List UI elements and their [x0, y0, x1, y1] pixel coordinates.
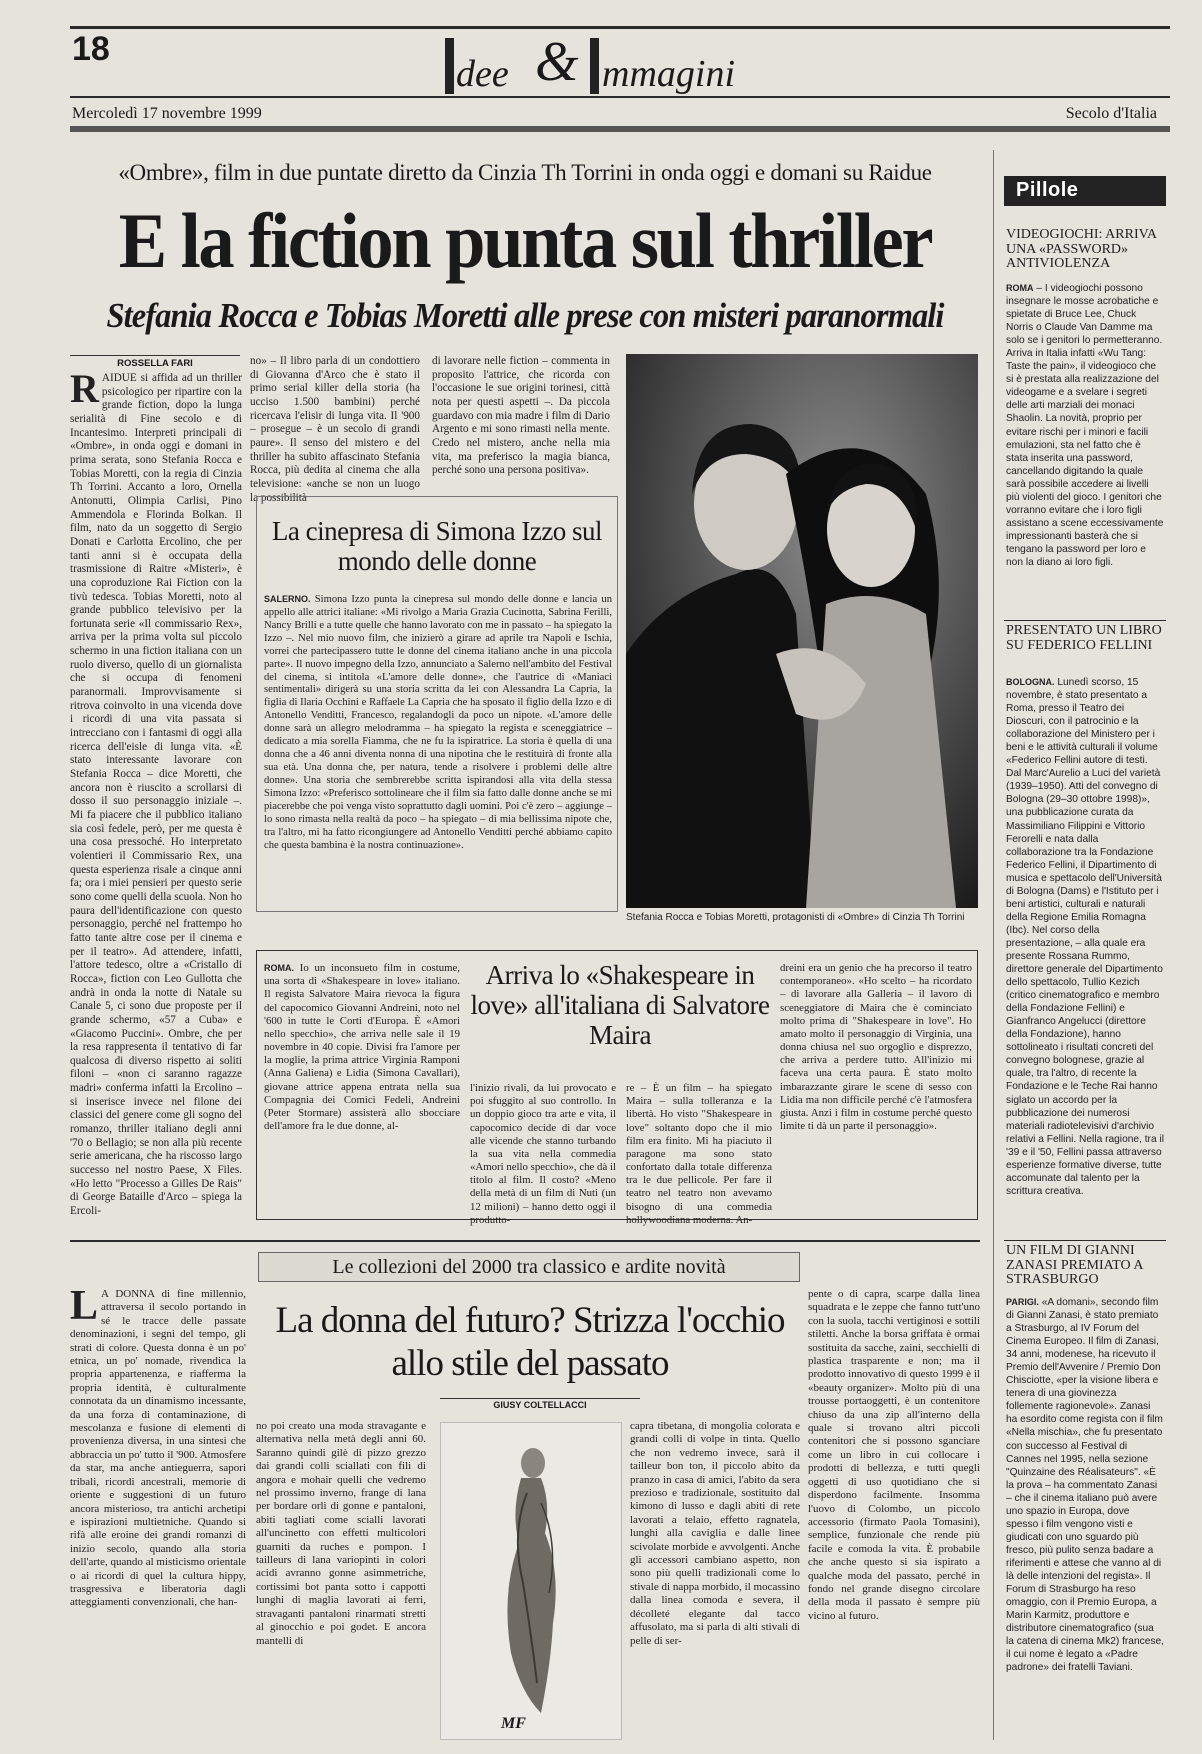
- fashion-headline: La donna del futuro? Strizza l'occhio allo stile del passato: [275, 1300, 785, 1384]
- section-logo-bar-left: [445, 38, 454, 94]
- lead-byline: ROSSELLA FARI: [70, 355, 240, 369]
- izzo-place: SALERNO.: [264, 594, 311, 604]
- fashion-column-1: [70, 1283, 246, 1738]
- couple-photo-illustration: [626, 354, 978, 908]
- sidebar-item-2-text: Lunedì scorso, 15 novembre, è stato presentato a Roma, presso il Teatro dei Dioscuri, con il patrocinio e la collaborazione del Ministero per i beni e le attività culturali il volume «Federico Fellini autore di testi. Dal Marc'Aurelio a Luci del varietà (1939–1950). Atti del convegno di Bologna (29–30 ottobre 1998)», una pubblicazione curata da Massimiliano Filippini e Vittorio Ferorelli e nata dalla collaborazione tra la Fondazione Federico Fellini, il Dipartimento di musica e spettacolo dell'Università di Bologna (Dams) e l'Istituto per i beni artistici, culturali e naturali della Regione Emilia Romagna (Ibc). Nel corso della presentazione, – alla quale era presente Rossana Rummo, direttore generale del Dipartimento dello spettacolo, Tullio Kezich (critico cinematografico e membro della Fondazione Fellini) e Gianfranco Angelucci (direttore della Fondazione), hanno sottolineato i risultati concreti del convegno bolognese, grazie al quale, tra l'altro, di recente la Fondazione e le Teche Rai hanno siglato un accordo per la pubblicazione dei numerosi materiali radiotelevisivi d'archivio relativi a Fellini. Nella ragione, tra il '39 e il '50, Fellini passa attraverso esperienze formative diverse, tutte accomunate dal talento per la scrittura creativa.: [1006, 677, 1164, 1197]
- sidebar-item-2-body: [1006, 676, 1164, 1236]
- sidebar-item-2-heading: PRESENTATO UN LIBRO SU FEDERICO FELLINI: [1006, 623, 1162, 653]
- fashion-column-3: [630, 1420, 800, 1738]
- sidebar-item-2-place: BOLOGNA.: [1006, 677, 1055, 687]
- masthead-rule: [70, 96, 1170, 98]
- fashion-column-1-text: A DONNA di fine millennio, attraversa il secolo portando in sé le tracce delle passate denominazioni, i segni del tempo, gli strati di colore. Questa donna è un po' etnica, un po' nomade, rivendica la propria appartenenza, e riafferma la propria identità, è culturalmente connotata da un dinamismo incessante, da una forza di contaminazione, di mescolanza e fusione di elementi di provenienza diversa, in una sintesi che abbraccia un po' tutto il '900. Atmosfere da star, ma anche antieguerra, sapori tribali, ricordi ancestrali, memorie di oriente e suggestioni di un futuro ancora misterioso, tra antichi archetipi e ispirazioni multietniche. Quando si rifà alle eroine dei grandi romanzi di inizio secolo, quando alla storia dell'arte, quando al misticismo orientale o ai ricordi di quel la cultura hippy, trasgressiva e liberatoria dagli atteggiamenti convenzionali, che han-: [70, 1288, 246, 1609]
- sidebar-title-bar: [1004, 176, 1166, 206]
- lead-column-2: [250, 355, 420, 504]
- shakespeare-column-4: [780, 962, 972, 1214]
- shakespeare-column-1-text: Io un inconsueto film in costume, una sorta di «Shakespeare in love» italiano. Il regista Salvatore Maira rievoca la figura del capocomico Giovanni Andreini, noto nel '600 in tutte le Corti d'Europa. È «Amori nello specchio», che arriva nelle sale il 19 novembre in 40 copie. Divisi fra l'amore per la moglie, la prima attrice Virginia Ramponi (Anna Galiena) e Lidia (Simona Cavallari), giovane attrice appena entrata nella sua Compagnia dei Comici Fedeli, Andreini (Peter Stormare) assisterà allo sbocciare dell'amore fra le due donne, al-: [264, 962, 461, 1133]
- shakespeare-column-3: [626, 1082, 772, 1226]
- shakespeare-column-2-text: l'inizio rivali, da lui provocato e poi sfuggito al suo controllo. In un doppio gioco tra arte e vita, il capocomico decide di dar voce alle vicende che stanno turbando la sua vita nella commedia «Amori nello specchio», che dà il titolo al film. Il costo? «Meno della metà di un film di Nuti (un 12 milioni) – hanno detto oggi il produtto-: [470, 1082, 616, 1226]
- sidebar-item-1-heading: VIDEOGIOCHI: ARRIVA UNA «PASSWORD» ANTIVIOLENZA: [1006, 227, 1157, 272]
- lead-headline: E la fiction punta sul thriller: [118, 197, 932, 284]
- lead-column-3-text: di lavorare nelle fiction – commenta in proposito l'attrice, che ricorda con l'occasione le sue origini torinesi, città nota per questi aspetti –. Da piccola guardavo con mia madre i film di Dario Argento e mi sono rimasti nella mente. Credo nel mistero, anche nella mia vita, ma preferisco la magia bianca, perché sono una persona positiva».: [432, 355, 611, 477]
- sidebar-item-3-body: [1006, 1296, 1164, 1742]
- sidebar-item-1-body: [1006, 282, 1164, 622]
- sidebar-divider: [993, 150, 994, 1740]
- sidebar-sep-1: [1004, 620, 1166, 621]
- shakespeare-column-2: [470, 1082, 616, 1226]
- fashion-kicker: Le collezioni del 2000 tra classico e ardite novità: [258, 1252, 800, 1282]
- sidebar-item-3-heading: UN FILM DI GIANNI ZANASI PREMIATO A STRASBURGO: [1006, 1243, 1143, 1288]
- sidebar-item-3-text: «A domani», secondo film di Gianni Zanasi, è stato premiato a Strasburgo, al IV Forum del Cinema Europeo. Il film di Zanasi, 34 anni, modenese, ha ricevuto il Premio dell'Avvenire / Premio Don Chisciotte, «per la visione libera e tenera di una giovinezza follemente ragionevole». Zanasi ha esordito come regista con il film «Nella mischia», che fu presentato con successo al Festival di Cannes nel 1995, nella sezione "Quinzaine des Réalisateurs". «È la prova – ha commentato Zanasi – che il cinema italiano può avere uno spazio in Europa, dove spesso i film vengono visti e giudicati con uno sguardo più fresco, più pulito senza badare a riferimenti e attese che vanno al di là delle intenzioni del regista». Il Forum di Strasburgo ha reso omaggio, con il Premio Europa, a Marin Karmitz, produttore e distributore cinematografico (sua la catena di cinema Mk2) francese, il cui nome è legato a «Padre padrone» dei fratelli Taviani.: [1006, 1297, 1164, 1674]
- izzo-headline: La cinepresa di Simona Izzo sul mondo delle donne: [271, 516, 603, 577]
- date-rule: [70, 126, 1170, 132]
- sidebar-item-3-place: PARIGI.: [1006, 1297, 1039, 1307]
- fashion-figure-illustration: [441, 1423, 621, 1723]
- fashion-byline: GIUSY COLTELLACCI: [440, 1398, 640, 1410]
- izzo-body: [264, 594, 612, 906]
- izzo-text: Simona Izzo punta la cinepresa sul mondo delle donne e lancia un appello alle attrici italiane: «Mi rivolgo a Maria Grazia Cucinotta, Sabrina Ferilli, Nancy Brilli e a tutte quelle che hanno lavorato con me in passato – ha spiegato la Izzo –. Nel mio nuovo film, che inizierò a girare ad aprile tra Napoli e Ischia, vorrei che partecipassero tutte le donne del cinema italiano anche in una piccola parte». Il nuovo impegno della Izzo, annunciato a Salerno nell'ambito del Festival del cinema, si intitola «L'amore delle donne», che l'autrice di «Maniaci sentimentali» dirigerà su una storia scritta da lei con Alessandra La Capria, la figlia di Ilaria Occhini e Raffaele La Capria che ha sposato il figlio della Izzo e di Antonello Venditti, Francesco, regalandogli da poco un nipote. «L'amore delle donne sarà un allegro melodramma – ha spiegato la regista e sceneggiatrice – dedicato a mia sorella Fiamma, che ne fu la ispiratrice. La storia è quella di una donna che a 46 anni diventa nonna di una nipotina che le restituirà di fronte alla sua età. Una donna che, per natura, tende a risolvere i problemi delle altre donne». Una storia che sembrerebbe scritta ispirandosi alla vita della stessa Simona Izzo: «Preferisco sottolineare che il film sia fatto dalle donne anche se mi piacerebbe che poi venga visto soprattutto dagli uomini. Poi c'è zero – aggiunge – lo sono rimasta nella realtà da poco – ha spiegato – di mia bellissima nipote che, tra l'altro, mi ha fatto ricongiungere ad Antonello Venditti perché abbiamo capito che questa bambina è la nostra continuazione».: [264, 594, 613, 851]
- lead-column-1-text: AIDUE si affida ad un thriller psicologico per ripartire con la grande fiction, dopo la lunga serialità di Fine secolo e di Incantesimo. Interpreti principali di «Ombre», in onda oggi e domani in prima serata, sono Stefania Rocca e Tobias Moretti, con la regia di Cinzia Th Torrini. Accanto a loro, Ornella Antonutti, Olimpia Carlisi, Pino Ammendola e Florinda Bolkan. Il film, nato da un soggetto di Sergio Donati e Carlotta Ercolino, che per tanti anni si è occupata della trasmissione di Raitre «Misteri», è una coproduzione Rai Fiction con la tivù tedesca. Tobias Moretti, noto al grande pubblico televisivo per la fortunata serie «Il commissario Rex», arriva per la prima volta sul piccolo schermo in una fiction italiana con un ruolo diverso, quello di un giornalista che si occupa di fenomeni paranormali. Improvvisamente si ritrova coinvolto in una vicenda dove i ricordi di una vita passata si intrecciano con i fantasmi di oggi alla ricerca dell'eisle di lunga vita. «È stato interessante lavorare con Stefania Rocca – dice Moretti, che ancora non è riuscito a scrollarsi di dosso il suo personaggio iniziale –. Mi fa piacere che il pubblico italiano sia così fedele, però, per me questa è una cosa pressoché. Ho interpretato volentieri il Commissario Rex, una questa esperienza risale a cinque anni fa; ora i miei pensieri per questo serie sono come quelli della scuola. Non ho paura dell'identificazione con questo personaggio, perché nel frattempo ho fatto tante altre cose per il cinema e per il teatro». Ad attendere, infatti, l'attore tedesco, oltre a «Cristallo di Rocca», fiction con Leo Gullotta che andrà in onda la notte di Natale su Canale 5, ci sono due proposte per il grande schermo, «57 a Cuba» e «Giacomo Puccini». Ombre, che per la resa rappresenta il tentativo di far qualcosa di diverso rispetto ai soliti filoni – «non ci saranno ragazze madri» conferma infatti la Ercolino – si inserisce invece nel filone dei classici del genere come gli sogno del romanzo, thriller italiano degli anni '70 o Bellagio; se non alla più recente serie americana, che ha riscosso largo successo nel nostro Paese, X Files. «Ho letto "Processo a Gilles De Rais" di George Bataille d'Arco – spiega la Ercoli-: [70, 372, 245, 1218]
- newspaper-name: Secolo d'Italia: [1065, 105, 1157, 122]
- fashion-top-rule: [70, 1240, 980, 1242]
- shakespeare-column-1: [264, 962, 460, 1214]
- sidebar-sep-2: [1004, 1240, 1166, 1241]
- sidebar-item-1-text: – I videogiochi possono insegnare le mosse acrobatiche e spietate di Bruce Lee, Chuck Norris o Claude Van Damme ma solo se i genitori lo permetteranno. Arriva in Italia infatti «Wu Tang: Taste the pain», il videogioco che si è prestata alla realizzazione del videogame e a svelare i segreti delle arti marziali dei monaci Shaolin. La novità, proprio per evitare rischi per i minori e facili emulazioni, sta nel fatto che è stata inserita una password, cancellando digitando la quale sarà possibile accedere ai livelli più violenti del gioco. I genitori che vorranno evitare che i loro figli assistano a scene eccessivamente impressionanti basterà che si tengano la password per loro e non la diano ai loro figli.: [1006, 283, 1164, 568]
- illustration-signature: MF: [501, 1715, 526, 1732]
- sidebar-title: Pillole: [1016, 179, 1079, 201]
- sidebar-item-1-place: ROMA: [1006, 283, 1034, 293]
- shakespeare-place: ROMA.: [264, 963, 294, 973]
- section-logo-bar-right: [590, 38, 599, 94]
- lead-subhead: Stefania Rocca e Tobias Moretti alle prese con misteri paranormali: [106, 296, 944, 335]
- fashion-illustration: [440, 1422, 622, 1740]
- lead-column-1: [70, 366, 245, 1372]
- fashion-column-2-text: no poi creato una moda stravagante e alternativa nella metà degli anni 60. Saranno quindi gilè di pizzo grezzo dai grandi colli sciallati con fili di angora e mohair quelli che vedremo nel prossimo inverno, frange di lana per bordare orli di gonne e pantaloni, abiti tagliati come scialli lavorati all'uncinetto con effetti multicolori guarniti da ruches e pompon. I tailleurs di lana variopinti in colori acidi avranno gonne asimmetriche, cortissimi bot panta sotto i cappotti lunghi di maglia lavorati ai ferri, stravaganti pantaloni rinarmati stretti al ginocchio e poi godet. E ancora mantelli di: [256, 1420, 426, 1647]
- shakespeare-column-4-text: dreini era un genio che ha precorso il teatro contemporaneo». «Ho scelto – ha ricordato – di lavorare alla Galleria – il lavoro di sceneggiatore di Maira che è cominciato molto prima di "Shakespeare in love". Ho amato molto il personaggio di Virginia, una donna chiusa nel suo orgoglio e disprezzo, che arriva a perdere tutto. All'inizio mi faceva una certa paura. È stato molto imbarazzante girare le scene di sesso con Lidia ma non difficile perché c'è l'atmosfera giusta. Anzi i film in costume perché questo limite ti dà un parte il personaggio».: [780, 962, 972, 1133]
- lead-dropcap: R: [70, 366, 99, 411]
- page-number: 18: [72, 30, 110, 68]
- section-title-part1: dee: [456, 53, 509, 95]
- lead-column-2-text: no» – Il libro parla di un condottiero di Giovanna d'Arco che è stato il primo serial killer della storia (ha ucciso 1.500 bambini) perché ricercava l'elisir di lunga vita. Il '900 – prosegue – è un secolo di grandi paure». Il senso del mistero e del thriller ha subito affascinato Stefania Rocca, più dedita al cinema che alla televisione: «anche se non un luogo la possibilità: [250, 355, 420, 504]
- shakespeare-column-3-text: re – È un film – ha spiegato Maira – sulla tolleranza e la libertà. Ho visto "Shakespeare in love" soltanto dopo che il mio film era finito. Mi ha piaciuto il paragone ma sono stato confortato dalla totale differenza tra le due pellicole. Per fare il teatro nel teatro non avevamo bisogno di una commedia hollywoodiana moderna. An-: [626, 1082, 772, 1226]
- shakespeare-headline: Arriva lo «Shakespeare in love» all'italiana di Salvatore Maira: [470, 960, 770, 1051]
- fashion-column-2: [256, 1420, 426, 1738]
- section-title-part2: mmagini: [602, 53, 735, 95]
- fashion-column-4: [808, 1288, 980, 1738]
- lead-photo: [626, 354, 978, 908]
- fashion-dropcap: L: [70, 1283, 99, 1329]
- section-title-ampersand: &: [535, 31, 579, 93]
- issue-date: Mercoledì 17 novembre 1999: [72, 105, 262, 122]
- fashion-column-4-text: pente o di capra, scarpe dalla linea squadrata e le zeppe che fanno tutt'uno con la suola, tacchi vertiginosi e sottili stiletti. Anche la borsa griffata è ormai sostituita da sacche, zaini, secchielli di plastica trasparente e non; ma il prodotto innovativo di questo 1999 è il «beauty organizer». Molto più di una trousse portaoggetti, è un contenitore chiuso da una zip all'interno della quale si trovano altri piccoli contenitori che si possono sganciare come un libro in cui collocare i prodotti di bellezza, e tutti quegli oggetti di uso quotidiano che si disperdono facilmente. Insomma l'uovo di Colombo, un piccolo accessorio (firmato Paola Tomasini), semplice, funzionale che rende più facile e comoda la vita. È probabile che anche questo si sia ispirato a qualche moda del passato, perché in fondo nel grande disegno circolare della moda il passato è sempre più vicino al futuro.: [808, 1288, 980, 1622]
- lead-photo-caption: Stefania Rocca e Tobias Moretti, protagonisti di «Ombre» di Cinzia Th Torrini: [626, 912, 965, 923]
- lead-kicker: «Ombre», film in due puntate diretto da Cinzia Th Torrini in onda oggi e domani su Raidue: [118, 160, 932, 185]
- lead-column-3: [432, 355, 610, 495]
- fashion-column-3-text: capra tibetana, di mongolia colorata e grandi colli di volpe in tinta. Quello che non vedremo invece, sarà il tailleur bon ton, il piccolo abito da pranzo in casa di amici, l'abito da sera prezioso e tradizionale, sostituito dal kimono di lusso e dagli abiti di rete lavorati a telaio, effetto ragnatela, lunghi alla caviglia e dalle linee scivolate morbide e avvolgenti. Anche gli accessori cambiano aspetto, non sono più quelli tradizionali come lo stivale di nappa morbido, il mocassino dalla linea comoda e severa, il décolleté elegante dal tacco affusolato, ma si parla di alti stivali di pelle di ser-: [630, 1420, 800, 1647]
- top-rule: [70, 26, 1170, 29]
